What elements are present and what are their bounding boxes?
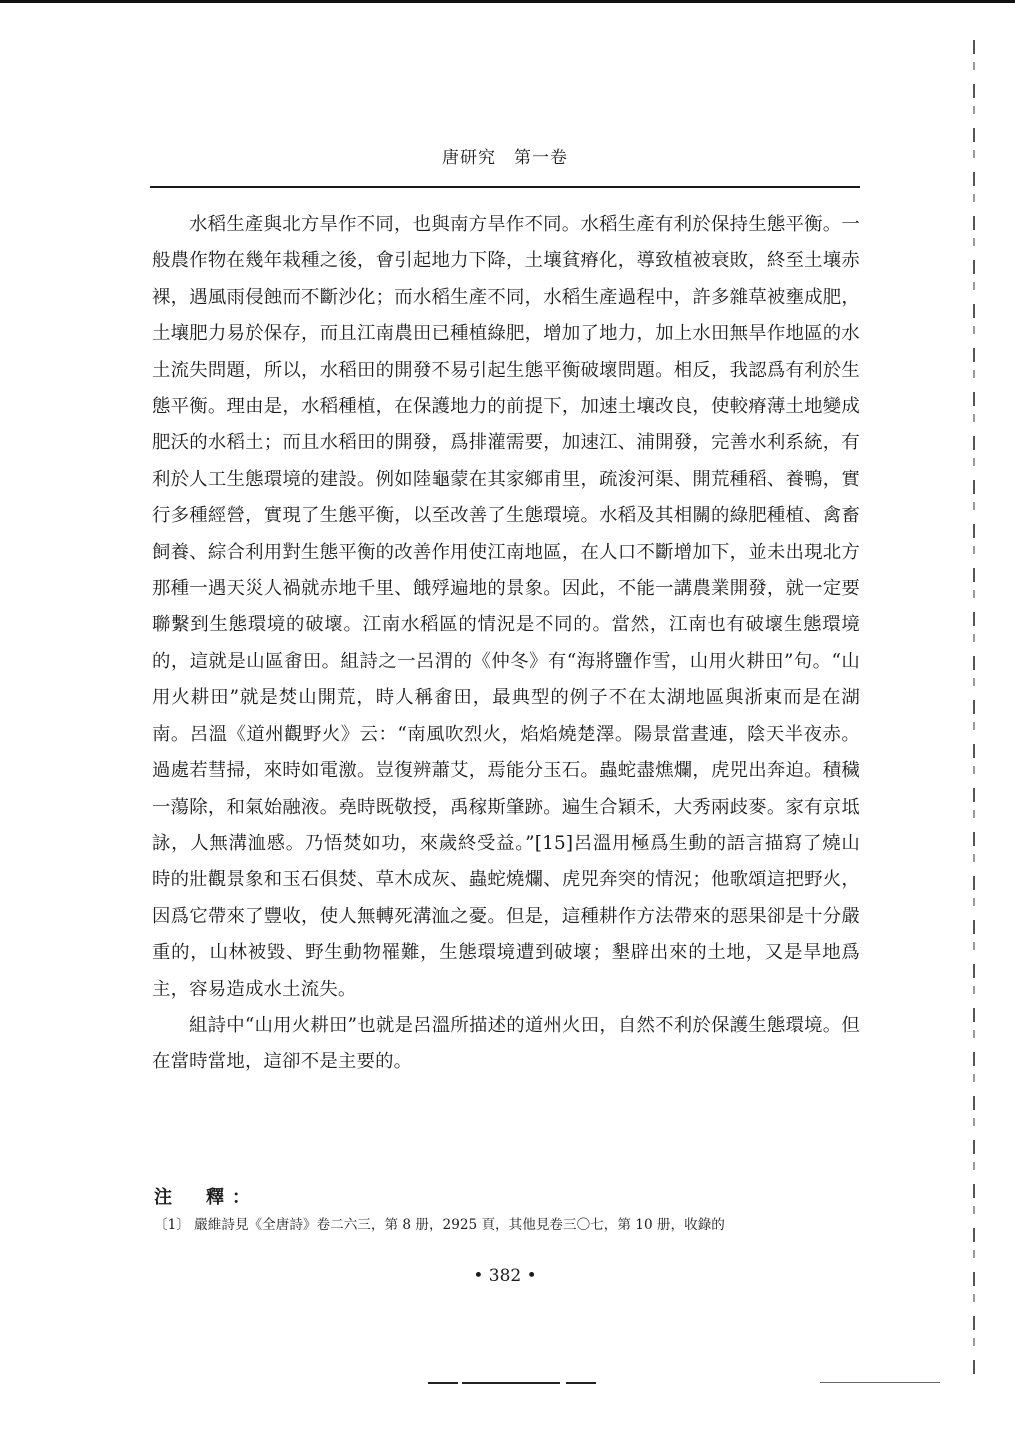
page-number: • 382 • [473, 1266, 537, 1286]
header-rule [150, 186, 860, 188]
scan-top-edge [0, 0, 1015, 3]
bottom-scan-mark [428, 1382, 458, 1384]
bottom-scan-mark [566, 1382, 596, 1384]
paragraph-1: 水稻生產與北方旱作不同，也與南方旱作不同。水稻生產有利於保持生態平衡。一般農作物在幾年栽種之後，會引起地力下降，土壤貧瘠化，導致植被衰敗，終至土壤赤裸，遇風雨侵蝕而不斷沙化；而水稻生產不同，水稻生產過程中，許多雜草被壅成肥，土壤肥力易於保存，而且江南農田已種植綠肥，增加了地力，加上水田無旱作地區的水土流失問題，所以，水稻田的開發不易引起生態平衡破壞問題。相反，我認爲有利於生態平衡。理由是，水稻種植，在保護地力的前提下，加速土壤改良，使較瘠薄土地變成肥沃的水稻土；而且水稻田的開發，爲排灌需要，加速江、浦開發，完善水利系統，有利於人工生態環境的建設。例如陸龜蒙在其家鄉甫里，疏浚河渠、開荒種稻、養鴨，實行多種經營，實現了生態平衡，以至改善了生態環境。水稻及其相關的綠肥種植、禽畜飼養、綜合利用對生態平衡的改善作用使江南地區，在人口不斷增加下，並未出現北方那種一遇天災人禍就赤地千里、餓殍遍地的景象。因此，不能一講農業開發，就一定要聯繫到生態環境的破壞。江南水稻區的情況是不同的。當然，江南也有破壞生態環境的，這就是山區畬田。組詩之一呂渭的《仲冬》有“海將鹽作雪，山用火耕田”句。“山用火耕田”就是焚山開荒，時人稱畬田，最典型的例子不在太湖地區與浙東而是在湖南。呂溫《道州觀野火》云：“南風吹烈火，焰焰燒楚澤。陽景當晝連，陰天半夜赤。過處若彗掃，來時如電激。豈復辨蕭艾，焉能分玉石。蟲蛇盡燋爛，虎兕出奔迫。積穢一蕩除，和氣始融液。堯時既敬授，禹稼斯肇跡。遍生合穎禾，大秀兩歧麥。家有京坻詠，人無溝洫慼。乃悟焚如功，來歲終受益。”[15]呂溫用極爲生動的語言描寫了燒山時的壯觀景象和玉石俱焚、草木成灰、蟲蛇燒爛、虎兕奔突的情況；他歌頌這把野火，因爲它帶來了豐收，使人無轉死溝洫之憂。但是，這種耕作方法帶來的惡果卻是十分嚴重的，山林被毀、野生動物罹難，生態環境遭到破壞；墾辟出來的土地，又是旱地爲主，容易造成水土流失。 [152, 214, 860, 1000]
body-text [152, 207, 860, 1081]
bottom-scan-mark [820, 1382, 940, 1383]
note-item-1: 〔1〕 嚴維詩見《全唐詩》卷二六三，第 8 册，2925 頁，其他見卷三〇七，第 10 册，收錄的 [154, 1217, 725, 1233]
scan-right-edge [973, 40, 975, 1380]
bottom-scan-mark [462, 1382, 560, 1384]
paragraph-2: 組詩中“山用火耕田”也就是呂溫所描述的道州火田，自然不利於保護生態環境。但在當時當地，這卻不是主要的。 [152, 1014, 860, 1073]
running-header: 唐研究 第一卷 [442, 148, 568, 168]
notes-title: 注 釋： [154, 1187, 258, 1208]
